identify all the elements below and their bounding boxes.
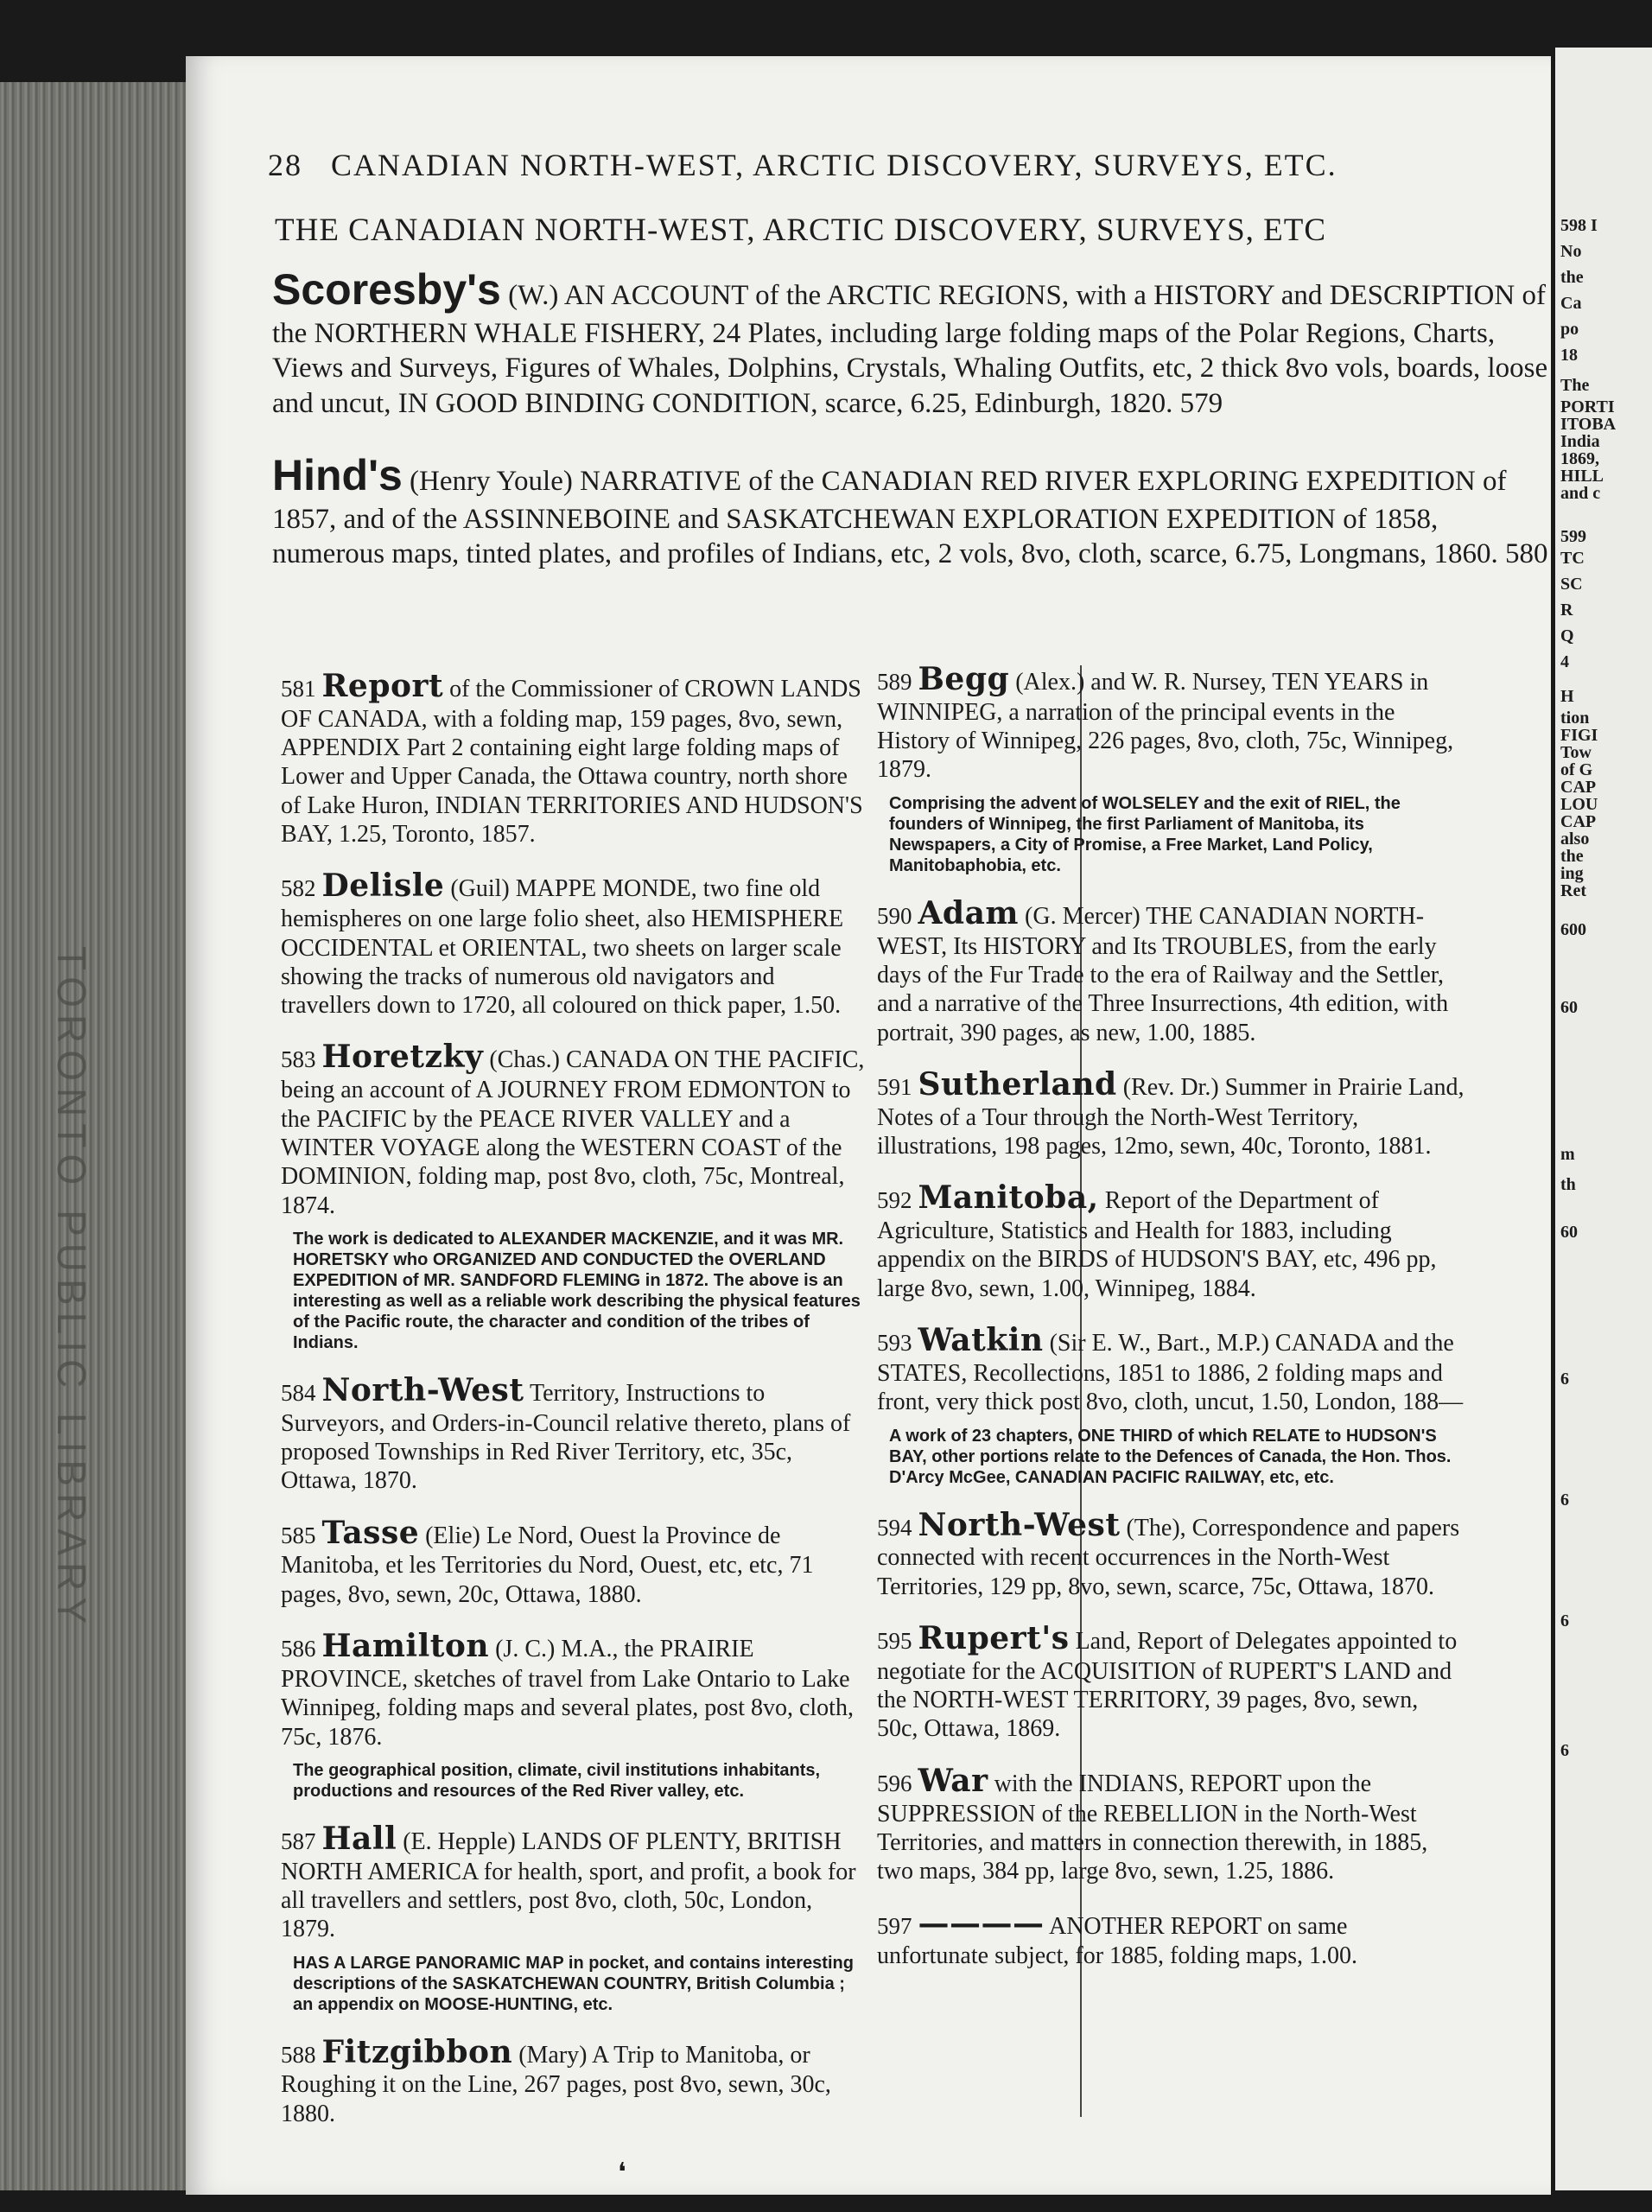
facing-page-fragment: the	[1560, 847, 1584, 866]
facing-page-fragment: Q	[1560, 626, 1574, 645]
facing-page-fragment: and c	[1560, 484, 1601, 503]
entry-number: 581	[281, 676, 316, 702]
page-number: 28	[268, 148, 302, 182]
facing-page-fragment: TC	[1560, 549, 1585, 568]
ink-mark: ❛	[618, 2158, 626, 2187]
catalogue-entry	[877, 1507, 1465, 1601]
entry-description: Report of the Department of Agriculture, Statistics and Health for 1883, including appendix on the BIRDS of HUDSON'S BAY, etc, 496 pp, large 8vo, sewn, 1.00, Winnipeg, 1884.	[877, 1187, 1437, 1302]
entry-description: (Sir E. W., Bart., M.P.) CANADA and the STATES, Recollections, 1851 to 1886, 2 folding maps and front, very thick post 8vo, cloth, uncut, 1.50, London, 188—	[877, 1330, 1464, 1416]
facing-page-fragment: 6	[1560, 1491, 1569, 1510]
entry-description: (J. C.) M.A., the PRAIRIE PROVINCE, sketches of travel from Lake Ontario to Lake Winnipeg, folding maps and several plates, post 8vo, cloth, 75c, 1876.	[281, 1636, 854, 1751]
facing-page-fragment: No	[1560, 242, 1582, 261]
facing-page-fragment: India	[1560, 432, 1600, 451]
facing-page-fragment: ITOBA	[1560, 415, 1617, 434]
facing-page-fragment: The	[1560, 376, 1590, 395]
catalogue-entry	[877, 1066, 1465, 1160]
facing-page-fragment: Ret	[1560, 881, 1586, 900]
entry-description: of the Commissioner of CROWN LANDS OF CANADA, with a folding map, 159 pages, 8vo, sewn, APPENDIX Part 2 containing eight large folding maps of Lower and Upper Canada, the Ottawa country, north shore of Lake Huron, INDIAN TERRITORIES AND HUDSON'S BAY, 1.25, Toronto, 1857.	[281, 676, 863, 849]
facing-page	[1555, 48, 1652, 2190]
entry-author: Delisle	[321, 868, 445, 905]
facing-page-fragment: the	[1560, 268, 1584, 287]
facing-page-fragment: H	[1560, 687, 1574, 706]
section-title: THE CANADIAN NORTH-WEST, ARCTIC DISCOVERY, SURVEYS, ETC	[275, 213, 1327, 248]
facing-page-fragment: 598 I	[1560, 216, 1598, 235]
book-page-edges	[0, 82, 186, 2190]
entry-author: Horetzky	[321, 1039, 484, 1076]
entry-author: War	[918, 1762, 988, 1799]
entry-description: (Rev. Dr.) Summer in Prairie Land, Notes of a Tour through the North-West Territory, illustrations, 198 pages, 12mo, sewn, 40c, Toronto, 1881.	[877, 1073, 1465, 1160]
facing-page-fragment: 18	[1560, 346, 1578, 365]
featured-author: Hind's	[272, 451, 403, 499]
entry-number: 595	[877, 1627, 912, 1654]
entry-description: with the INDIANS, REPORT upon the SUPPRESSION of the REBELLION in the North-West Territories, and matters in connection therewith, in 1885, two maps, 384 pp, large 8vo, sewn, 1.25, 1886.	[877, 1770, 1428, 1885]
entry-description: ANOTHER REPORT on same unfortunate subject, for 1885, folding maps, 1.00.	[877, 1912, 1358, 1970]
entry-author: North-West	[918, 1506, 1121, 1543]
running-header	[268, 147, 1337, 183]
facing-page-fragment: m	[1560, 1145, 1575, 1164]
facing-page-fragment: SC	[1560, 575, 1583, 594]
catalogue-entry	[877, 895, 1465, 1047]
entry-author: Fitzgibbon	[321, 2033, 513, 2070]
facing-page-fragment: Ca	[1560, 294, 1582, 313]
catalogue-entry	[281, 1821, 868, 2015]
featured-description: (Henry Youle) NARRATIVE of the CANADIAN RED RIVER EXPLORING EXPEDITION of 1857, and of the ASSINNEBOINE and SASKATCHEWAN EXPLORATION EXPEDITION of 1858, numerous maps, tinted plates, and profiles of Indians, etc, 2 vols, 8vo, cloth, scarce, 6.75, Longmans, 1860. 580	[272, 466, 1548, 570]
entry-note: HAS A LARGE PANORAMIC MAP in pocket, and contains interesting descriptions of the SASKATCHEWAN COUNTRY, British Columbia ; an appendix on MOOSE-HUNTING, etc.	[293, 1953, 854, 2014]
entry-note: The geographical position, climate, civil institutions inhabitants, productions and resources of the Red River valley, etc.	[293, 1760, 821, 1801]
facing-page-fragment: PORTI	[1560, 397, 1615, 416]
catalogue-entry	[281, 1372, 868, 1496]
entry-description: (Guil) MAPPE MONDE, two fine old hemispheres on one large folio sheet, also HEMISPHERE OCCIDENTAL et ORIENTAL, two sheets on larger scale showing the tracks of numerous old navigators and travellers down to 1720, all coloured on thick paper, 1.50.	[281, 875, 844, 1020]
entry-description: (Alex.) and W. R. Nursey, TEN YEARS in WINNIPEG, a narration of the principal events in the History of Winnipeg, 226 pages, 8vo, cloth, 75c, Winnipeg, 1879.	[877, 669, 1454, 784]
entry-number: 588	[281, 2041, 316, 2068]
entry-number: 592	[877, 1187, 912, 1214]
facing-page-fragment: HILL	[1560, 467, 1604, 486]
catalogue-page	[186, 56, 1551, 2195]
catalogue-entry	[877, 1905, 1465, 1971]
catalogue-entry	[877, 661, 1465, 876]
facing-page-fragment: CAP	[1560, 778, 1597, 797]
entry-description: (E. Hepple) LANDS OF PLENTY, BRITISH NORTH AMERICA for health, sport, and profit, a book for all travellers and settlers, post 8vo, cloth, 50c, London, 1879.	[281, 1827, 856, 1943]
facing-page-fragment: 60	[1560, 998, 1578, 1017]
facing-page-fragment: th	[1560, 1175, 1576, 1194]
facing-page-fragment: 1869,	[1560, 449, 1599, 468]
entry-number: 591	[877, 1073, 912, 1100]
entry-author: ————	[918, 1904, 1045, 1942]
facing-page-fragment: 4	[1560, 652, 1569, 671]
facing-page-fragment: also	[1560, 830, 1590, 849]
catalogue-entry	[281, 1039, 868, 1352]
entry-number: 583	[281, 1046, 316, 1073]
entry-note: Comprising the advent of WOLSELEY and the exit of RIEL, the founders of Winnipeg, the first Parliament of Manitoba, its Newspapers, a City of Promise, a Free Market, Land Policy, Manitobaphobia, etc.	[889, 793, 1401, 875]
catalogue-entry	[877, 1763, 1465, 1886]
catalogue-entry	[281, 868, 868, 1020]
catalogue-entry	[877, 1620, 1465, 1744]
facing-page-fragment: tion	[1560, 709, 1590, 728]
featured-entry-scoresby	[272, 264, 1551, 421]
catalogue-entry	[877, 1322, 1465, 1487]
entry-number: 593	[877, 1330, 912, 1357]
right-column	[877, 661, 1465, 1990]
entry-author: Adam	[918, 894, 1020, 931]
facing-page-fragment: 600	[1560, 920, 1586, 939]
catalogue-entry	[281, 1515, 868, 1609]
entry-author: Manitoba,	[918, 1179, 1099, 1217]
facing-page-fragment: 599	[1560, 527, 1586, 546]
facing-page-fragment: Tow	[1560, 743, 1592, 762]
featured-description: (W.) AN ACCOUNT of the ARCTIC REGIONS, with a HISTORY and DESCRIPTION of the NORTHERN WHALE FISHERY, 24 Plates, including large folding maps of the Polar Regions, Charts, Views and Surveys, Figures of Whales, Dolphins, Crystals, Whaling Outfits, etc, 2 thick 8vo vols, boards, loose and uncut, IN GOOD BINDING CONDITION, scarce, 6.25, Edinburgh, 1820. 579	[272, 280, 1548, 419]
entry-note: A work of 23 chapters, ONE THIRD of which RELATE to HUDSON'S BAY, other portions relate to the Defences of Canada, the Hon. Thos. D'Arcy McGee, CANADIAN PACIFIC RAILWAY, etc, etc.	[889, 1426, 1452, 1487]
entry-description: (Chas.) CANADA ON THE PACIFIC, being an account of A JOURNEY FROM EDMONTON to the PACIFIC by the PEACE RIVER VALLEY and a WINTER VOYAGE along the WESTERN COAST of the DOMINION, folding map, post 8vo, cloth, 75c, Montreal, 1874.	[281, 1046, 865, 1219]
entry-number: 587	[281, 1827, 316, 1854]
entry-description: (Mary) A Trip to Manitoba, or Roughing it on the Line, 267 pages, post 8vo, sewn, 30c, 1880.	[281, 2041, 831, 2127]
entry-description: Land, Report of Delegates appointed to negotiate for the ACQUISITION of RUPERT'S LAND and the NORTH-WEST TERRITORY, 39 pages, 8vo, sewn, 50c, Ottawa, 1869.	[877, 1627, 1458, 1743]
entry-number: 585	[281, 1522, 316, 1548]
entry-number: 594	[877, 1514, 912, 1541]
entry-author: Rupert's	[918, 1619, 1070, 1656]
featured-author: Scoresby's	[272, 265, 501, 314]
entry-author: North-West	[321, 1371, 524, 1408]
facing-page-fragment: CAP	[1560, 812, 1597, 831]
facing-page-fragment: 6	[1560, 1741, 1569, 1760]
catalogue-entry	[281, 1628, 868, 1802]
facing-page-fragment: ing	[1560, 864, 1584, 883]
entry-author: Hall	[321, 1820, 397, 1857]
entry-number: 597	[877, 1912, 912, 1939]
featured-entry-hind	[272, 449, 1551, 572]
entry-number: 584	[281, 1379, 316, 1406]
catalogue-entry	[281, 2034, 868, 2128]
entry-description: (Elie) Le Nord, Ouest la Province de Manitoba, et les Territories du Nord, Ouest, etc, etc, 71 pages, 8vo, sewn, 20c, Ottawa, 1880.	[281, 1522, 814, 1608]
facing-page-fragment: 60	[1560, 1223, 1578, 1242]
entry-author: Report	[321, 668, 444, 704]
facing-page-fragment: R	[1560, 601, 1573, 620]
entry-number: 596	[877, 1770, 912, 1796]
library-spine-stamp: TORONTO PUBLIC LIBRARY	[49, 946, 94, 1631]
catalogue-entry	[877, 1179, 1465, 1303]
running-title: CANADIAN NORTH-WEST, ARCTIC DISCOVERY, SURVEYS, ETC.	[331, 148, 1337, 182]
facing-page-fragment: 6	[1560, 1611, 1569, 1630]
entry-description: (The), Correspondence and papers connected with recent occurrences in the North-West Territories, 129 pp, 8vo, sewn, scarce, 75c, Ottawa, 1870.	[877, 1514, 1460, 1600]
facing-page-fragment: FIGI	[1560, 726, 1598, 745]
facing-page-fragment: po	[1560, 320, 1579, 339]
facing-page-fragment: 6	[1560, 1370, 1569, 1389]
entry-description: Territory, Instructions to Surveyors, and Orders-in-Council relative thereto, plans of proposed Townships in Red River Territory, etc, 35c, Ottawa, 1870.	[281, 1379, 851, 1495]
facing-page-fragment: of G	[1560, 760, 1593, 779]
entry-author: Sutherland	[918, 1065, 1117, 1103]
entry-note: The work is dedicated to ALEXANDER MACKENZIE, and it was MR. HORETSKY who ORGANIZED AND CONDUCTED the OVERLAND EXPEDITION of MR. SANDFORD FLEMING in 1872. The above is an interesting as well as a reliable work describing the physical features of the Pacific route, the character and condition of the tribes of Indians.	[293, 1229, 861, 1352]
entry-author: Hamilton	[321, 1628, 490, 1665]
entry-author: Tasse	[321, 1514, 420, 1551]
facing-page-fragment: LOU	[1560, 795, 1598, 814]
entry-number: 586	[281, 1636, 316, 1662]
entry-description: (G. Mercer) THE CANADIAN NORTH-WEST, Its HISTORY and Its TROUBLES, from the early days of the Fur Trade to the era of Railway and the Settler, and a narrative of the Three Insurrections, 4th edition, with portrait, 390 pages, as new, 1.00, 1885.	[877, 902, 1449, 1046]
entry-number: 589	[877, 669, 912, 695]
entry-author: Watkin	[918, 1322, 1044, 1359]
entry-author: Begg	[918, 661, 1010, 697]
left-column	[281, 668, 868, 2147]
catalogue-entry	[281, 668, 868, 849]
entry-number: 590	[877, 902, 912, 929]
entry-number: 582	[281, 875, 316, 902]
